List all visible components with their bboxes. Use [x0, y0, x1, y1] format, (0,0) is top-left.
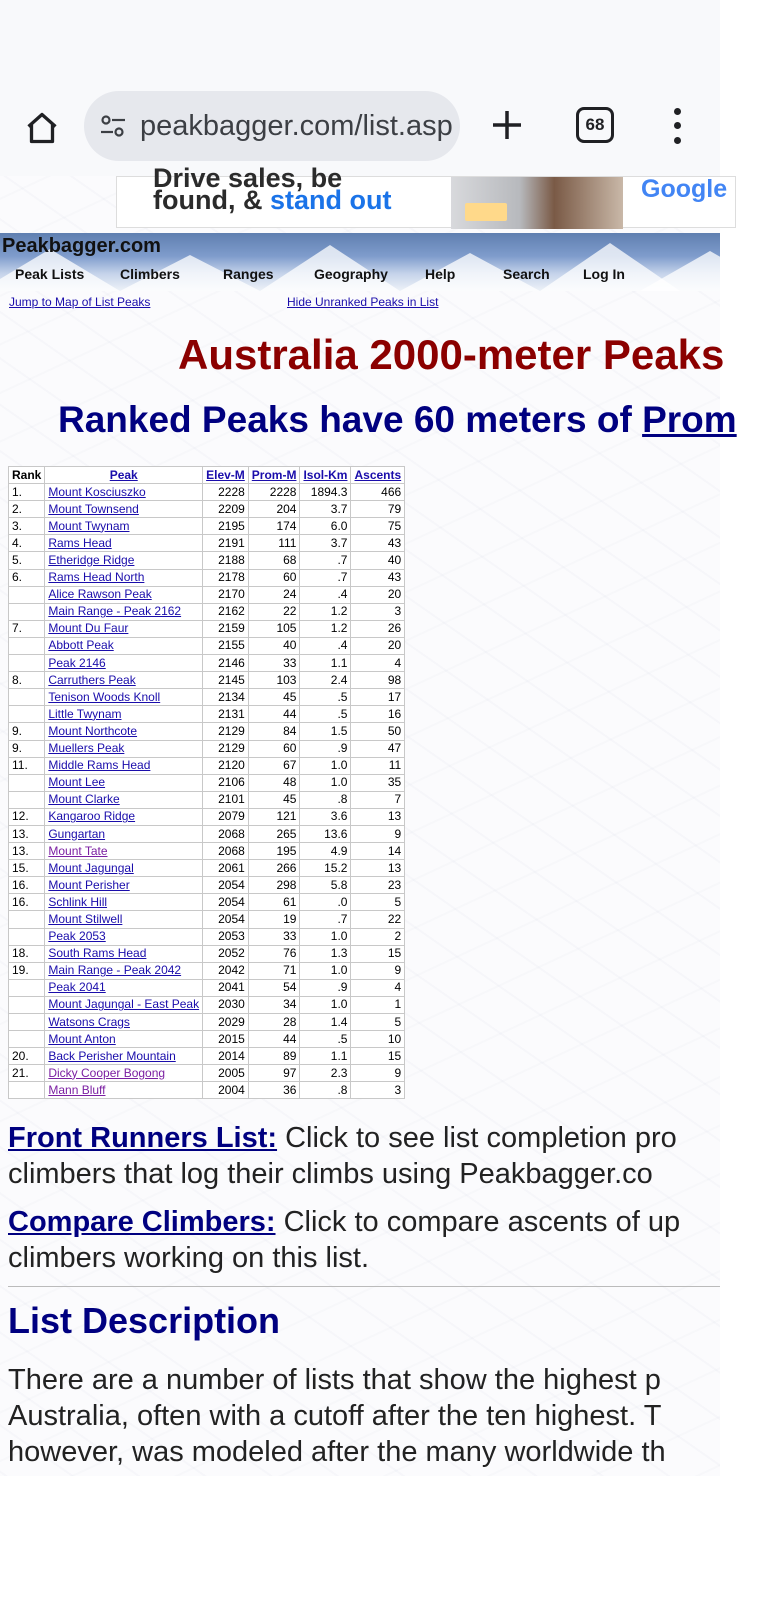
table-row [9, 672, 405, 689]
peak-prominence: 48 [248, 774, 300, 791]
peak-isolation: .4 [300, 586, 351, 603]
peak-prominence: 71 [248, 962, 300, 979]
peak-ascents: 20 [351, 586, 405, 603]
table-row [9, 911, 405, 928]
table-row [9, 620, 405, 637]
peak-ascents: 50 [351, 723, 405, 740]
peak-ascents: 20 [351, 637, 405, 654]
peak-isolation: 3.7 [300, 501, 351, 518]
peak-isolation: 5.8 [300, 877, 351, 894]
peak-prominence: 44 [248, 706, 300, 723]
peak-elevation: 2195 [203, 518, 249, 535]
peak-rank: 11. [9, 757, 45, 774]
peak-isolation: 1.2 [300, 620, 351, 637]
peak-ascents: 4 [351, 655, 405, 672]
col-isol[interactable]: Isol-Km [300, 467, 351, 484]
table-row [9, 1031, 405, 1048]
peak-prominence: 174 [248, 518, 300, 535]
ad-brand: Google [641, 175, 728, 203]
peak-ascents: 14 [351, 843, 405, 860]
peak-rank: 8. [9, 672, 45, 689]
peak-isolation: 3.7 [300, 535, 351, 552]
peak-isolation: .5 [300, 689, 351, 706]
front-runners-link[interactable]: Front Runners List: [8, 1122, 278, 1154]
browser-toolbar [0, 86, 720, 176]
peak-prominence: 40 [248, 637, 300, 654]
peak-prominence: 2228 [248, 484, 300, 501]
peak-ascents: 13 [351, 860, 405, 877]
peak-ascents: 9 [351, 1065, 405, 1082]
peak-prominence: 266 [248, 860, 300, 877]
table-row [9, 979, 405, 996]
table-row [9, 1048, 405, 1065]
peak-rank: 9. [9, 740, 45, 757]
table-row [9, 637, 405, 654]
table-row [9, 928, 405, 945]
peak-rank [9, 637, 45, 654]
peak-rank: 13. [9, 843, 45, 860]
peak-name-link[interactable]: Abbott Peak [45, 637, 203, 654]
peak-elevation: 2129 [203, 723, 249, 740]
peak-isolation: .4 [300, 637, 351, 654]
peak-name-link[interactable]: Mount Jagungal [45, 860, 203, 877]
peak-rank: 2. [9, 501, 45, 518]
nav-search[interactable]: Search [503, 266, 550, 282]
peak-rank: 9. [9, 723, 45, 740]
peak-prominence: 22 [248, 603, 300, 620]
table-row [9, 1082, 405, 1099]
peak-name-link[interactable]: Muellers Peak [45, 740, 203, 757]
peak-name-link[interactable]: Mount Perisher [45, 877, 203, 894]
peak-ascents: 15 [351, 1048, 405, 1065]
table-row [9, 723, 405, 740]
peak-elevation: 2054 [203, 877, 249, 894]
peak-ascents: 4 [351, 979, 405, 996]
table-row [9, 808, 405, 825]
peak-elevation: 2042 [203, 962, 249, 979]
peak-prominence: 44 [248, 1031, 300, 1048]
tab-switcher-button[interactable]: 68 [576, 107, 614, 143]
peak-rank: 12. [9, 808, 45, 825]
peak-prominence: 68 [248, 552, 300, 569]
home-icon [24, 110, 60, 146]
peak-name-link[interactable]: Mount Clarke [45, 791, 203, 808]
peak-rank: 6. [9, 569, 45, 586]
peak-name-link[interactable]: Back Perisher Mountain [45, 1048, 203, 1065]
peak-prominence: 105 [248, 620, 300, 637]
hide-unranked-link[interactable]: Hide Unranked Peaks in List [287, 295, 439, 309]
nav-geography[interactable]: Geography [314, 266, 388, 282]
peak-elevation: 2191 [203, 535, 249, 552]
peak-elevation: 2159 [203, 620, 249, 637]
peak-prominence: 54 [248, 979, 300, 996]
peak-isolation: 4.9 [300, 843, 351, 860]
peak-isolation: .7 [300, 569, 351, 586]
peak-prominence: 67 [248, 757, 300, 774]
peak-ascents: 15 [351, 945, 405, 962]
peak-name-link[interactable]: Mount Northcote [45, 723, 203, 740]
table-header-row [9, 467, 405, 484]
ad-banner[interactable] [116, 163, 736, 228]
peak-elevation: 2004 [203, 1082, 249, 1099]
peak-ascents: 23 [351, 877, 405, 894]
compare-climbers-link[interactable]: Compare Climbers: [8, 1206, 276, 1238]
peak-ascents: 5 [351, 1014, 405, 1031]
page-bottom-fade [0, 1476, 720, 1612]
peak-ascents: 13 [351, 808, 405, 825]
peak-rank [9, 911, 45, 928]
table-row [9, 843, 405, 860]
peak-elevation: 2188 [203, 552, 249, 569]
peak-elevation: 2228 [203, 484, 249, 501]
new-tab-icon[interactable] [487, 105, 527, 145]
divider [8, 1286, 720, 1287]
peak-prominence: 19 [248, 911, 300, 928]
peak-prominence: 34 [248, 996, 300, 1013]
peak-ascents: 75 [351, 518, 405, 535]
site-header [0, 233, 720, 291]
peak-elevation: 2053 [203, 928, 249, 945]
peak-rank: 1. [9, 484, 45, 501]
peak-rank: 16. [9, 894, 45, 911]
peak-isolation: 3.6 [300, 808, 351, 825]
peak-rank: 18. [9, 945, 45, 962]
table-row [9, 945, 405, 962]
peak-name-link[interactable]: Mount Twynam [45, 518, 203, 535]
peak-ascents: 35 [351, 774, 405, 791]
peak-prominence: 76 [248, 945, 300, 962]
peak-prominence: 89 [248, 1048, 300, 1065]
peak-rank: 3. [9, 518, 45, 535]
peak-rank [9, 979, 45, 996]
peak-rank: 4. [9, 535, 45, 552]
peak-prominence: 298 [248, 877, 300, 894]
peak-elevation: 2146 [203, 655, 249, 672]
table-row [9, 894, 405, 911]
peak-rank [9, 689, 45, 706]
ad-image [451, 177, 623, 229]
status-bar [0, 0, 720, 86]
ad-line-2: found, & stand out [153, 185, 392, 215]
peak-rank: 13. [9, 825, 45, 842]
peak-isolation: 1.1 [300, 655, 351, 672]
peak-name-link[interactable]: South Rams Head [45, 945, 203, 962]
peak-elevation: 2162 [203, 603, 249, 620]
peak-name-link[interactable]: Tenison Woods Knoll [45, 689, 203, 706]
peak-name-link[interactable]: Mount Jagungal - East Peak [45, 996, 203, 1013]
table-row [9, 860, 405, 877]
peak-isolation: .7 [300, 911, 351, 928]
peak-ascents: 47 [351, 740, 405, 757]
peak-name-link[interactable]: Mount Kosciuszko [45, 484, 203, 501]
peak-name-link[interactable]: Peak 2146 [45, 655, 203, 672]
table-row [9, 569, 405, 586]
peak-ascents: 17 [351, 689, 405, 706]
peak-ascents: 26 [351, 620, 405, 637]
peak-isolation: 2.4 [300, 672, 351, 689]
ad-line-1: Drive sales, be [153, 163, 343, 193]
peak-rank [9, 655, 45, 672]
peak-ascents: 98 [351, 672, 405, 689]
peak-rank [9, 774, 45, 791]
peak-isolation: 1.3 [300, 945, 351, 962]
peak-elevation: 2005 [203, 1065, 249, 1082]
table-row [9, 655, 405, 672]
peak-isolation: 1894.3 [300, 484, 351, 501]
page-subtitle: Ranked Peaks have 60 meters of Prom [58, 399, 737, 440]
peak-isolation: 1.0 [300, 928, 351, 945]
peak-ascents: 9 [351, 962, 405, 979]
peak-prominence: 195 [248, 843, 300, 860]
peak-elevation: 2101 [203, 791, 249, 808]
peak-rank: 16. [9, 877, 45, 894]
peak-name-link[interactable]: Carruthers Peak [45, 672, 203, 689]
peak-prominence: 103 [248, 672, 300, 689]
site-settings-icon[interactable] [98, 111, 128, 141]
table-row [9, 774, 405, 791]
table-row [9, 825, 405, 842]
peak-ascents: 5 [351, 894, 405, 911]
peak-name-link[interactable]: Main Range - Peak 2162 [45, 603, 203, 620]
peak-prominence: 60 [248, 740, 300, 757]
page-title: Australia 2000-meter Peaks [178, 331, 725, 378]
peak-isolation: 1.0 [300, 774, 351, 791]
peak-ascents: 11 [351, 757, 405, 774]
peak-elevation: 2134 [203, 689, 249, 706]
site-logo[interactable]: Peakbagger.com [2, 235, 161, 257]
peak-prominence: 97 [248, 1065, 300, 1082]
peak-isolation: .5 [300, 706, 351, 723]
peak-elevation: 2054 [203, 894, 249, 911]
peak-name-link[interactable]: Rams Head North [45, 569, 203, 586]
peak-isolation: 2.3 [300, 1065, 351, 1082]
peak-elevation: 2068 [203, 825, 249, 842]
peak-name-link[interactable]: Schlink Hill [45, 894, 203, 911]
peak-ascents: 22 [351, 911, 405, 928]
peak-elevation: 2209 [203, 501, 249, 518]
peak-isolation: .7 [300, 552, 351, 569]
peak-prominence: 61 [248, 894, 300, 911]
table-row [9, 877, 405, 894]
peak-elevation: 2131 [203, 706, 249, 723]
map-link[interactable]: Jump to Map of List Peaks [9, 295, 151, 309]
peak-isolation: 13.6 [300, 825, 351, 842]
peak-isolation: .9 [300, 979, 351, 996]
home-button[interactable] [20, 106, 64, 150]
peak-name-link[interactable]: Mount Anton [45, 1031, 203, 1048]
peak-rank [9, 996, 45, 1013]
peak-prominence: 45 [248, 689, 300, 706]
peak-prominence: 60 [248, 569, 300, 586]
peak-elevation: 2145 [203, 672, 249, 689]
peak-name-link[interactable]: Peak 2041 [45, 979, 203, 996]
peak-isolation: .8 [300, 791, 351, 808]
peak-elevation: 2129 [203, 740, 249, 757]
table-row [9, 484, 405, 501]
peak-name-link[interactable]: Mount Tate [45, 843, 203, 860]
peak-isolation: 1.4 [300, 1014, 351, 1031]
table-row [9, 740, 405, 757]
peak-rank: 5. [9, 552, 45, 569]
peak-name-link[interactable]: Mann Bluff [45, 1082, 203, 1099]
peak-rank: 15. [9, 860, 45, 877]
peak-prominence: 84 [248, 723, 300, 740]
nav-help[interactable]: Help [425, 266, 456, 282]
nav-log-in[interactable]: Log In [583, 266, 625, 282]
peak-prominence: 36 [248, 1082, 300, 1099]
peak-elevation: 2052 [203, 945, 249, 962]
peak-name-link[interactable]: Mount Stilwell [45, 911, 203, 928]
peak-ascents: 466 [351, 484, 405, 501]
peak-ascents: 43 [351, 535, 405, 552]
peak-elevation: 2015 [203, 1031, 249, 1048]
peak-ascents: 2 [351, 928, 405, 945]
table-row [9, 962, 405, 979]
peak-ascents: 3 [351, 603, 405, 620]
peak-elevation: 2030 [203, 996, 249, 1013]
peak-ascents: 7 [351, 791, 405, 808]
peak-name-link[interactable]: Mount Du Faur [45, 620, 203, 637]
peak-name-link[interactable]: Middle Rams Head [45, 757, 203, 774]
table-row [9, 791, 405, 808]
peak-isolation: 1.0 [300, 757, 351, 774]
peak-elevation: 2120 [203, 757, 249, 774]
peak-prominence: 204 [248, 501, 300, 518]
peak-rank: 20. [9, 1048, 45, 1065]
front-runners-text: Front Runners List: Click to see list completion pro climbers that log their climbs using Peakbagger.co [8, 1122, 677, 1190]
peak-isolation: 1.0 [300, 962, 351, 979]
col-peak[interactable]: Peak [45, 467, 203, 484]
peak-prominence: 33 [248, 655, 300, 672]
peak-prominence: 33 [248, 928, 300, 945]
peak-isolation: .5 [300, 1031, 351, 1048]
url-text: peakbagger.com/list.asp [140, 109, 453, 142]
peak-elevation: 2170 [203, 586, 249, 603]
peak-ascents: 10 [351, 1031, 405, 1048]
peak-name-link[interactable]: Etheridge Ridge [45, 552, 203, 569]
peak-elevation: 2178 [203, 569, 249, 586]
peak-name-link[interactable]: Dicky Cooper Bogong [45, 1065, 203, 1082]
peak-name-link[interactable]: Alice Rawson Peak [45, 586, 203, 603]
peak-rank [9, 586, 45, 603]
col-rank: Rank [9, 467, 45, 484]
col-prom[interactable]: Prom-M [248, 467, 300, 484]
address-bar[interactable] [84, 91, 460, 161]
peak-rank: 7. [9, 620, 45, 637]
table-row [9, 501, 405, 518]
table-row [9, 586, 405, 603]
table-row [9, 689, 405, 706]
peak-name-link[interactable]: Mount Lee [45, 774, 203, 791]
peak-name-link[interactable]: Rams Head [45, 535, 203, 552]
table-row [9, 552, 405, 569]
peak-rank [9, 1082, 45, 1099]
peak-name-link[interactable]: Watsons Crags [45, 1014, 203, 1031]
peak-name-link[interactable]: Mount Townsend [45, 501, 203, 518]
peak-ascents: 40 [351, 552, 405, 569]
table-row [9, 757, 405, 774]
peak-isolation: .0 [300, 894, 351, 911]
col-elev[interactable]: Elev-M [203, 467, 249, 484]
peak-elevation: 2014 [203, 1048, 249, 1065]
peak-isolation: 15.2 [300, 860, 351, 877]
peak-elevation: 2041 [203, 979, 249, 996]
peak-ascents: 1 [351, 996, 405, 1013]
peak-elevation: 2155 [203, 637, 249, 654]
peak-prominence: 28 [248, 1014, 300, 1031]
peak-elevation: 2061 [203, 860, 249, 877]
peak-prominence: 265 [248, 825, 300, 842]
nav-peak-lists[interactable]: Peak Lists [15, 266, 85, 282]
prominence-link[interactable]: Prom [642, 399, 737, 440]
peak-elevation: 2106 [203, 774, 249, 791]
peak-name-link[interactable]: Kangaroo Ridge [45, 808, 203, 825]
peak-isolation: 6.0 [300, 518, 351, 535]
peak-isolation: 1.5 [300, 723, 351, 740]
peak-rank: 21. [9, 1065, 45, 1082]
peak-prominence: 111 [248, 535, 300, 552]
peak-ascents: 43 [351, 569, 405, 586]
nav-climbers[interactable]: Climbers [120, 266, 180, 282]
table-row [9, 1014, 405, 1031]
peak-isolation: .9 [300, 740, 351, 757]
peak-ascents: 79 [351, 501, 405, 518]
peak-prominence: 45 [248, 791, 300, 808]
peak-ascents: 3 [351, 1082, 405, 1099]
table-row [9, 996, 405, 1013]
peak-ascents: 16 [351, 706, 405, 723]
peak-name-link[interactable]: Peak 2053 [45, 928, 203, 945]
peak-name-link[interactable]: Little Twynam [45, 706, 203, 723]
table-row [9, 706, 405, 723]
table-row [9, 603, 405, 620]
col-ascents[interactable]: Ascents [351, 467, 405, 484]
peak-elevation: 2079 [203, 808, 249, 825]
peak-isolation: .8 [300, 1082, 351, 1099]
list-description-text: There are a number of lists that show the highest p Australia, often with a cutoff after the ten highest. T however, was modeled after the many worldwide th [8, 1364, 666, 1468]
peak-name-link[interactable]: Main Range - Peak 2042 [45, 962, 203, 979]
table-row [9, 518, 405, 535]
peak-rank [9, 603, 45, 620]
overflow-menu-icon[interactable] [665, 104, 689, 148]
peak-rank [9, 706, 45, 723]
peak-elevation: 2029 [203, 1014, 249, 1031]
peak-rank [9, 1014, 45, 1031]
peak-rank: 19. [9, 962, 45, 979]
peak-isolation: 1.1 [300, 1048, 351, 1065]
peak-rank [9, 1031, 45, 1048]
peak-isolation: 1.0 [300, 996, 351, 1013]
peak-ascents: 9 [351, 825, 405, 842]
peak-name-link[interactable]: Gungartan [45, 825, 203, 842]
nav-ranges[interactable]: Ranges [223, 266, 274, 282]
peak-isolation: 1.2 [300, 603, 351, 620]
list-description-heading: List Description [8, 1300, 281, 1341]
peak-prominence: 121 [248, 808, 300, 825]
peak-rank [9, 791, 45, 808]
peak-elevation: 2054 [203, 911, 249, 928]
compare-climbers-text: Compare Climbers: Click to compare ascents of up climbers working on this list. [8, 1206, 681, 1274]
table-row [9, 1065, 405, 1082]
peak-prominence: 24 [248, 586, 300, 603]
table-row [9, 535, 405, 552]
peaks-table [8, 466, 405, 1099]
peak-elevation: 2068 [203, 843, 249, 860]
peak-rank [9, 928, 45, 945]
